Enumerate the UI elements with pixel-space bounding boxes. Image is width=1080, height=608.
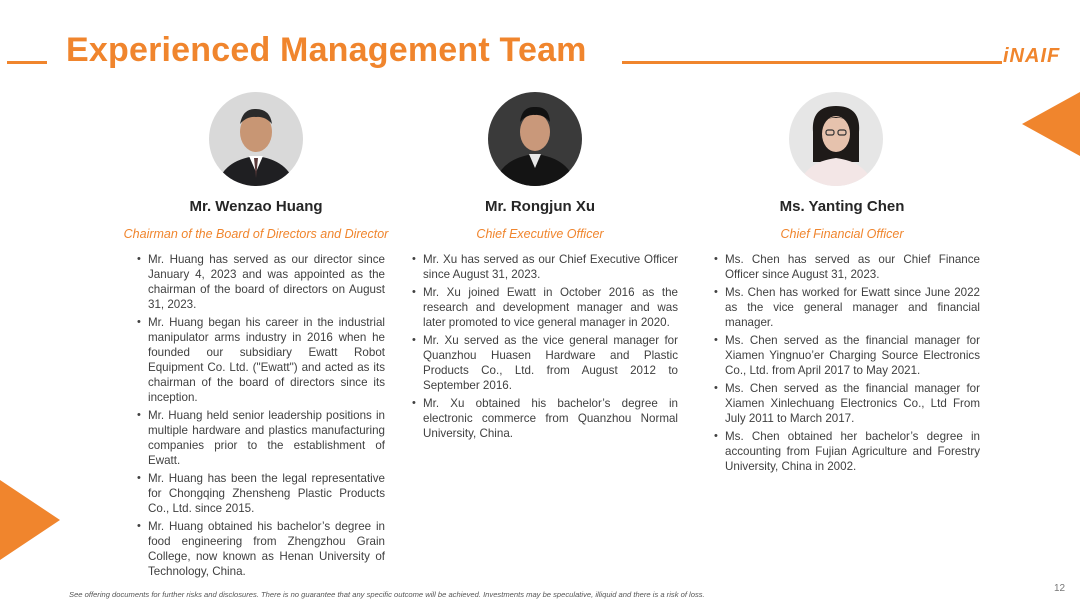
title-rule-left [7,61,47,64]
avatar-rongjun-xu [488,92,582,186]
bio-item: • Mr. Xu obtained his bachelor’s degree in electronic commerce from Quanzhou Normal University, China. [412,396,678,441]
person-name: Ms. Yanting Chen [779,198,905,215]
page-title: Experienced Management Team [66,31,587,69]
bio-item: • Ms. Chen served as the financial manager for Xiamen Xinlechuang Electronics Co., Ltd From July 2011 to March 2017. [714,381,980,426]
bio-item: • Ms. Chen has worked for Ewatt since June 2022 as the vice general manager and financial manager. [714,285,980,330]
bio-item: • Mr. Xu joined Ewatt in October 2016 as the research and development manager and was later promoted to vice general manager in 2020. [412,285,678,330]
bio-item: • Ms. Chen served as the financial manager for Xiamen Yingnuo’er Charging Source Electronics Co., Ltd. from April 2017 to May 2021. [714,333,980,378]
avatar-wenzao-huang [209,92,303,186]
decor-triangle-right [1022,92,1080,156]
company-logo: iNAIF [1003,45,1061,67]
bio-item: • Mr. Huang began his career in the industrial manipulator arms industry in 2016 when he founded our subsidiary Ewatt Robot Equipment Co. Ltd. ("Ewatt") and acted as its chairman of the board of directors since its inception. [137,315,385,405]
bio-item: • Mr. Huang held senior leadership positions in multiple hardware and plastics manufacturing companies prior to the establishment of Ewatt. [137,408,385,468]
bio-item: • Mr. Huang has served as our director since January 4, 2023 and was appointed as the chairman of the board of directors on August 31, 2023. [137,252,385,312]
bio-item: • Ms. Chen obtained her bachelor’s degree in accounting from Fujian Agriculture and Forestry University, China in 2002. [714,429,980,474]
avatar-yanting-chen [789,92,883,186]
title-rule-right [622,61,1002,64]
decor-triangle-left [0,480,60,560]
footer-disclaimer: See offering documents for further risks and disclosures. There is no guarantee that any specific outcome will be achieved. Investments may be speculative, illiquid and there is a risk of loss. [69,590,705,599]
page-number: 12 [1054,583,1066,594]
bio-list [412,252,678,444]
person-role: Chief Financial Officer [780,227,904,241]
bio-item: • Mr. Xu served as the vice general manager for Quanzhou Huasen Hardware and Plastic Products Co., Ltd. from August 2012 to September 2016. [412,333,678,393]
bio-item: • Mr. Huang obtained his bachelor’s degree in food engineering from Zhengzhou Grain College, now known as Henan University of Technology, China. [137,519,385,579]
person-name: Mr. Wenzao Huang [189,198,323,215]
bio-item: • Mr. Huang has been the legal representative for Chongqing Zhensheng Plastic Products Co., Ltd. since 2015. [137,471,385,516]
bio-list [714,252,980,477]
person-role: Chief Executive Officer [476,227,604,241]
person-name: Mr. Rongjun Xu [485,198,595,215]
bio-list [137,252,385,582]
person-role: Chairman of the Board of Directors and Director [123,227,389,241]
bio-item: • Mr. Xu has served as our Chief Executive Officer since August 31, 2023. [412,252,678,282]
bio-item: • Ms. Chen has served as our Chief Finance Officer since August 31, 2023. [714,252,980,282]
